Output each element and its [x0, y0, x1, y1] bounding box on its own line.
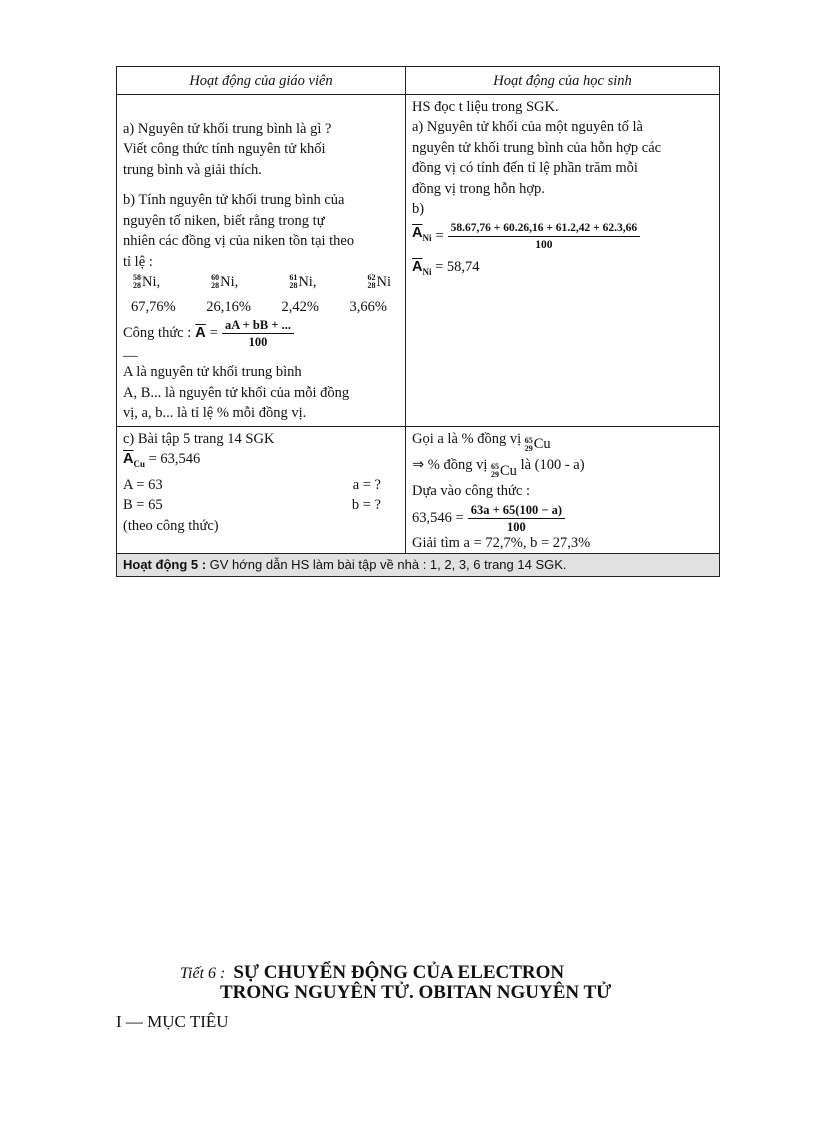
answer-text: nguyên tử khối trung bình của hỗn hợp các	[412, 139, 662, 156]
student-cell-1	[406, 94, 720, 426]
question-text: a) Nguyên tử khối trung bình là gì ?	[123, 120, 332, 137]
question-text: nhiên các đồng vị của niken tồn tại theo	[123, 233, 355, 249]
isotope: 58 28 Ni,	[133, 273, 161, 291]
table-header-row	[117, 67, 720, 95]
answer-text: Giải tìm a = 72,7%, b = 27,3%	[412, 534, 591, 551]
student-column-header: Hoạt động của học sinh	[406, 67, 720, 95]
answer-text: Dựa vào công thức :	[412, 483, 530, 499]
equation-fraction: $\frac{63a + 65(100 - a)}{100}$	[468, 502, 565, 535]
section-heading: I — MỤC TIÊU	[116, 1012, 229, 1031]
isotope-list	[123, 272, 399, 293]
nickel-calculation: $\overline{A}_{Ni}$ = $\frac{58.67,76 + 60.26,16 + 61.2,42 + 62.3,66}{100}$	[412, 220, 713, 253]
teacher-column-header: Hoạt động của giáo viên	[117, 67, 406, 95]
lesson-title	[180, 962, 740, 1004]
answer-text: a) Nguyên tử khối của một nguyên tố là	[412, 119, 643, 135]
answer-text: đồng vị có tính đến tỉ lệ phần trăm mỗi	[412, 160, 638, 176]
teacher-cell-2	[117, 426, 406, 553]
answer-text: HS đọc t liệu trong SGK.	[412, 98, 559, 115]
answer-text: Gọi a là % đồng vị 65 29 Cu	[412, 430, 551, 453]
explanation-text: A là nguyên tử khối trung bình	[123, 364, 302, 380]
exercise-text: (theo công thức)	[123, 517, 219, 534]
percent-value: 3,66%	[349, 298, 387, 315]
copper-average: $\overline{A}_{Cu} = 63,546$	[123, 451, 201, 469]
isotope: 60 28 Ni,	[211, 273, 239, 291]
explanation-text: A, B... là nguyên tử khối của mỗi đồng	[123, 384, 350, 401]
explanation-text: vị, a, b... là tỉ lệ % mỗi đồng vị.	[123, 405, 307, 421]
homework-note: Hoạt động 5 : GV hớng dẫn HS làm bài tập về nhà : 1, 2, 3, 6 trang 14 SGK.	[117, 553, 720, 576]
formula-fraction: $\frac{aA + bB + ...}{100}$	[222, 317, 294, 350]
percent-value: 26,16%	[206, 298, 251, 315]
title-line-1: SỰ CHUYỂN ĐỘNG CỦA ELECTRON	[233, 962, 565, 983]
given-values: B = 65 b = ?	[123, 497, 381, 513]
nickel-result: $\overline{A}_{Ni} = 58,74$	[412, 258, 480, 277]
answer-text: b)	[412, 201, 425, 217]
exercise-text: c) Bài tập 5 trang 14 SGK	[123, 430, 275, 447]
answer-text: ⇒ % đồng vị 65 29 Cu là (100 - a)	[412, 456, 585, 479]
student-cell-2	[406, 426, 720, 553]
teacher-cell-1	[117, 94, 406, 426]
average-mass-formula: Công thức : $\overline{A}$ = $\frac{aA + bB + ...}{100}$	[123, 317, 399, 350]
table-row	[117, 426, 720, 553]
question-text: trung bình và giải thích.	[123, 161, 262, 178]
given-values: A = 63 a = ?	[123, 476, 381, 493]
question-text: tỉ lệ :	[123, 253, 153, 270]
isotope: 61 28 Ni,	[289, 273, 317, 291]
question-text: nguyên tố niken, biết rằng trong tự	[123, 212, 325, 229]
copper-equation: 63,546 = $\frac{63a + 65(100 - a)}{100}$	[412, 502, 713, 535]
percent-value: 67,76%	[131, 298, 176, 315]
title-line-2: TRONG NGUYÊN TỬ. OBITAN NGUYÊN TỬ	[220, 982, 612, 1003]
answer-text: đồng vị trong hỗn hợp.	[412, 180, 545, 197]
question-text: b) Tính nguyên tử khối trung bình của	[123, 192, 345, 208]
calculation-fraction: $\frac{58.67,76 + 60.26,16 + 61.2,42 + 62.3,66}{100}$	[448, 220, 640, 253]
percent-value: 2,42%	[281, 298, 319, 315]
footer-row	[117, 553, 720, 576]
activity-table	[116, 66, 720, 577]
table-row	[117, 94, 720, 426]
isotope: 62 28 Ni	[367, 273, 391, 291]
question-text: Viết công thức tính nguyên tử khối	[123, 141, 326, 157]
dash-mark: —	[123, 348, 138, 364]
lesson-number: Tiết 6 :	[180, 965, 226, 982]
percent-list	[123, 297, 399, 318]
